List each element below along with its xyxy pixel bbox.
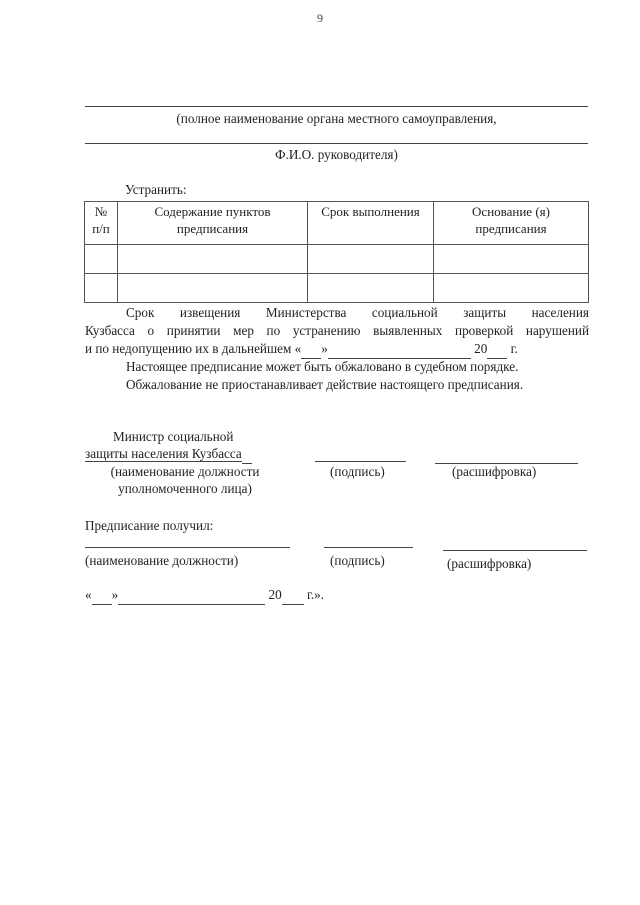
receipt-date-close: » xyxy=(111,587,119,602)
table-cell[interactable] xyxy=(118,245,308,274)
receiver-signature-caption: (подпись) xyxy=(330,553,385,568)
signatory-position-caption xyxy=(85,464,285,498)
eliminate-label: Устранить: xyxy=(125,182,187,197)
receiver-decoding-caption: (расшифровка) xyxy=(447,556,532,571)
column-header-basis: Основание (я) предписания xyxy=(434,202,589,245)
receipt-year-prefix: 20 xyxy=(268,587,282,602)
table-cell[interactable] xyxy=(118,274,308,303)
receiver-position-line[interactable] xyxy=(85,547,290,548)
receipt-month-blank[interactable] xyxy=(118,587,265,605)
receiver-position-caption: (наименование должности) xyxy=(85,553,239,568)
receipt-date-open: « xyxy=(85,587,92,602)
signatory-position-caption-line2: уполномоченного лица) xyxy=(118,480,252,496)
receiver-decoding-line[interactable] xyxy=(443,550,587,551)
notice-date-close: » xyxy=(321,341,328,356)
notice-month-blank[interactable] xyxy=(328,341,471,359)
receipt-year-blank[interactable] xyxy=(282,587,304,605)
receipt-date-line xyxy=(85,587,324,605)
page-number: 9 xyxy=(317,11,323,25)
table-cell[interactable] xyxy=(434,274,589,303)
column-header-number: № п/п xyxy=(85,202,118,245)
column-header-deadline: Срок выполнения xyxy=(308,202,434,245)
signatory-position-caption-line1: (наименование должности xyxy=(110,464,260,479)
received-label: Предписание получил: xyxy=(85,518,214,533)
signatory-signature-caption: (подпись) xyxy=(330,464,385,479)
notice-year-blank[interactable] xyxy=(487,341,507,359)
notice-year-prefix: 20 xyxy=(474,341,488,356)
notice-deadline-line3 xyxy=(85,341,589,359)
notice-deadline-line2: Кузбасса о принятии мер по устранению выявленных проверкой нарушений xyxy=(85,323,589,338)
table-header-row xyxy=(85,202,589,245)
signatory-signature-line[interactable] xyxy=(315,461,406,462)
receipt-day-blank[interactable] xyxy=(92,587,112,605)
table-row xyxy=(85,245,589,274)
violations-table xyxy=(84,201,589,303)
organ-name-caption: (полное наименование органа местного самоуправления, xyxy=(176,111,497,126)
signatory-position-blank xyxy=(242,446,252,464)
table-cell[interactable] xyxy=(308,274,434,303)
signatory-position-line1: Министр социальной xyxy=(113,429,234,444)
head-name-caption: Ф.И.О. руководителя) xyxy=(275,147,398,162)
table-cell[interactable] xyxy=(434,245,589,274)
signatory-position-line2 xyxy=(85,446,252,464)
notice-year-suffix: г. xyxy=(510,341,518,356)
table-cell[interactable] xyxy=(85,245,118,274)
appeal-statement: Настоящее предписание может быть обжаловано в судебном порядке. xyxy=(126,359,519,374)
head-name-line xyxy=(85,143,588,144)
notice-deadline-line1: Срок извещения Министерства социальной защиты населения xyxy=(126,305,589,320)
notice-date-open: и по недопущению их в дальнейшем « xyxy=(85,341,302,356)
signatory-position-text: защиты населения Кузбасса xyxy=(85,446,242,461)
table-row xyxy=(85,274,589,303)
receiver-signature-line[interactable] xyxy=(324,547,413,548)
notice-day-blank[interactable] xyxy=(301,341,321,359)
table-cell[interactable] xyxy=(85,274,118,303)
appeal-no-suspension: Обжалование не приостанавливает действие настоящего предписания. xyxy=(126,377,524,392)
column-header-content: Содержание пунктов предписания xyxy=(118,202,308,245)
table-cell[interactable] xyxy=(308,245,434,274)
organ-name-line xyxy=(85,106,588,107)
signatory-decoding-caption: (расшифровка) xyxy=(452,464,537,479)
receipt-date-end: г.». xyxy=(306,587,325,602)
